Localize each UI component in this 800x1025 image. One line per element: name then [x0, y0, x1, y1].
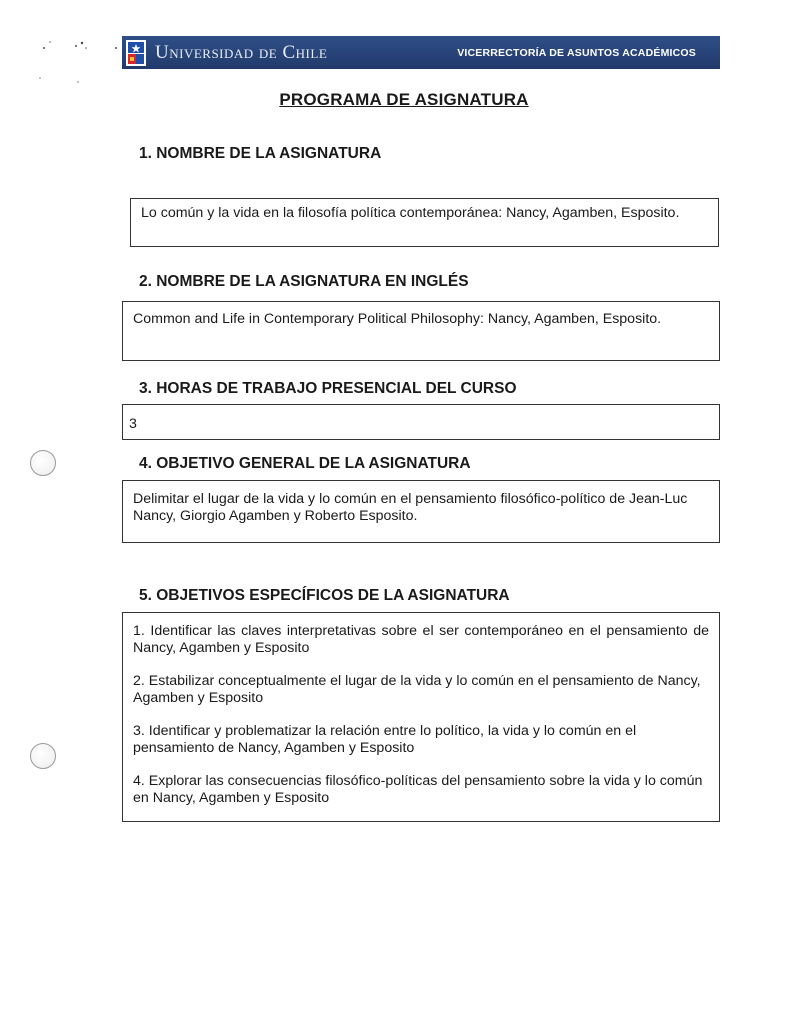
section-2-box — [122, 301, 720, 361]
general-objective-text: Delimitar el lugar de la vida y lo común en el pensamiento filosófico-político de Jean-Luc Nancy, Giorgio Agamben y Roberto Esposito. — [133, 491, 688, 524]
punch-hole — [30, 450, 56, 476]
specific-objective-item: 4. Explorar las consecuencias filosófico-políticas del pensamiento sobre la vida y lo común en Nancy, Agamben y Esposito — [133, 773, 703, 806]
section-5-heading: 5. OBJETIVOS ESPECÍFICOS DE LA ASIGNATURA — [139, 587, 510, 604]
course-name-english-text: Common and Life in Contemporary Political Philosophy: Nancy, Agamben, Esposito. — [133, 311, 662, 327]
header-banner — [122, 36, 720, 69]
page-title: PROGRAMA DE ASIGNATURA — [279, 90, 529, 109]
vice-rectorate-label: VICERRECTORÍA DE ASUNTOS ACADÉMICOS — [457, 46, 696, 59]
section-1-box — [130, 198, 719, 247]
section-3-box — [122, 404, 720, 440]
specific-objective-item: 2. Estabilizar conceptualmente el lugar de la vida y lo común en el pensamiento de Nancy, Agamben y Esposito — [133, 673, 701, 706]
scan-specks — [36, 38, 126, 88]
section-5-box — [122, 612, 720, 822]
section-4-box — [122, 480, 720, 543]
section-1-heading: 1. NOMBRE DE LA ASIGNATURA — [139, 145, 382, 162]
specific-objective-item: 3. Identificar y problematizar la relación entre lo político, la vida y lo común en el pensamiento de Nancy, Agamben y Esposito — [133, 723, 637, 756]
course-name-text: Lo común y la vida en la filosofía política contemporánea: Nancy, Agamben, Esposito. — [141, 205, 680, 221]
specific-objective-item: 1. Identificar las claves interpretativas sobre el ser contemporáneo en el pensamiento de Nancy, Agamben y Esposito — [133, 623, 709, 656]
university-shield-icon — [125, 39, 147, 67]
section-3-heading: 3. HORAS DE TRABAJO PRESENCIAL DEL CURSO — [139, 380, 517, 397]
section-4-heading: 4. OBJETIVO GENERAL DE LA ASIGNATURA — [139, 455, 471, 472]
punch-hole — [30, 743, 56, 769]
section-2-heading: 2. NOMBRE DE LA ASIGNATURA EN INGLÉS — [139, 273, 469, 290]
course-hours-text: 3 — [129, 416, 137, 432]
university-name: Universidad de Chile — [155, 41, 328, 63]
